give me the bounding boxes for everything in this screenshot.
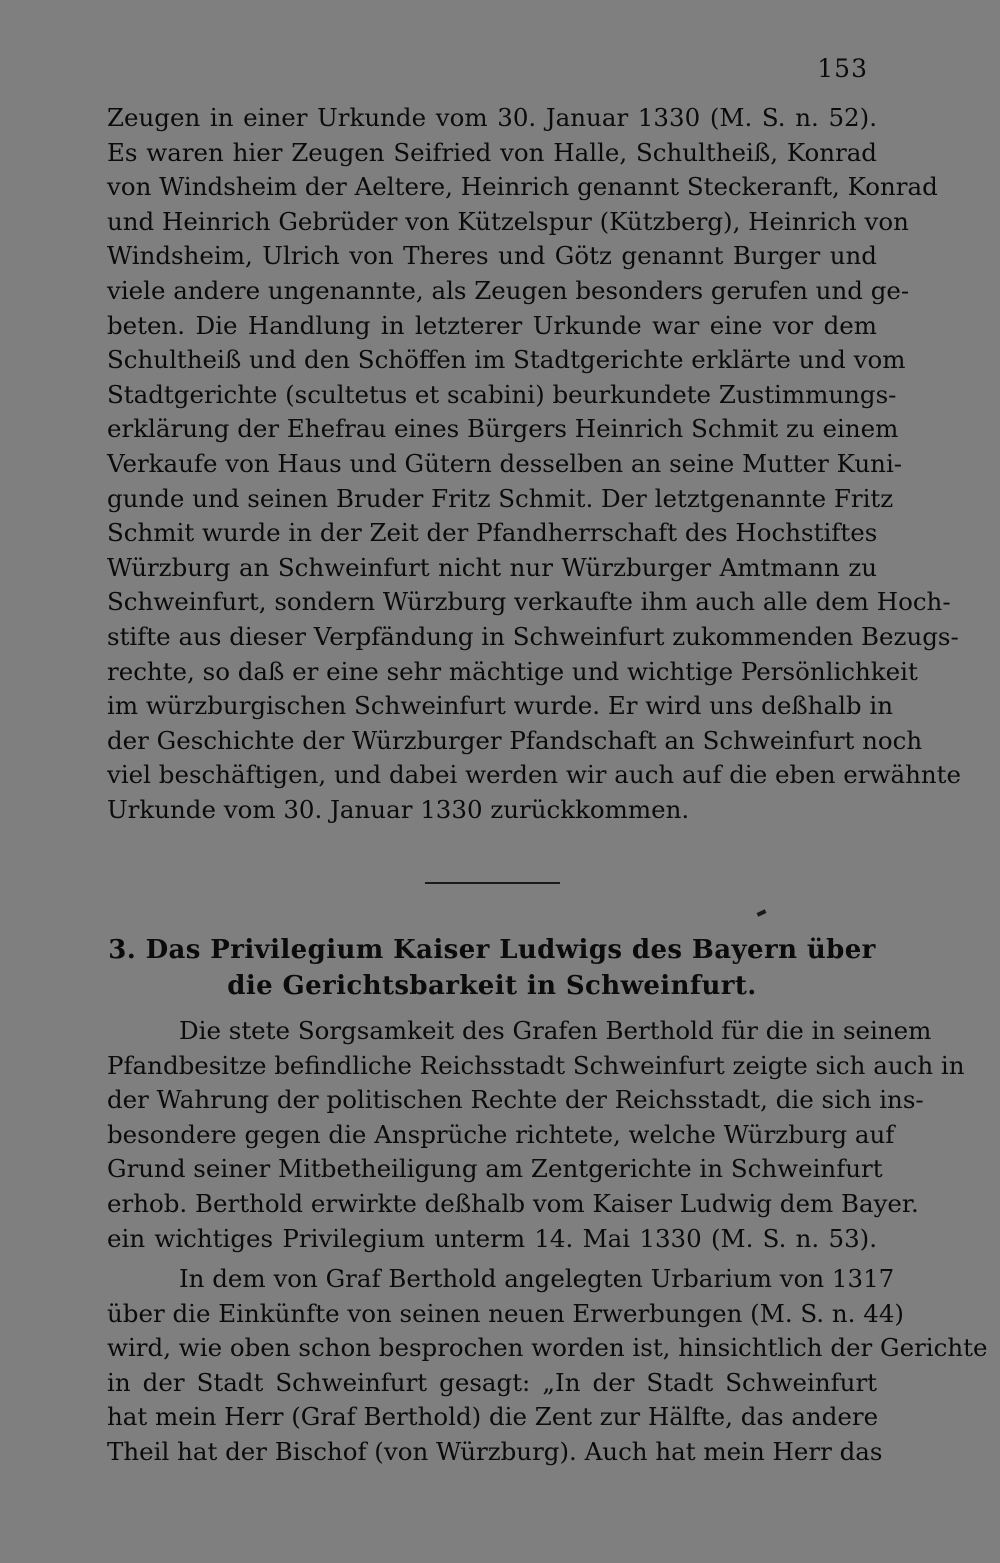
text-line: besondere gegen die Ansprüche richtete, welche Würzburg auf <box>107 1119 895 1149</box>
text-line: viele andere ungenannte, als Zeugen besonders gerufen und ge- <box>107 275 910 305</box>
text-line: beten. Die Handlung in letzterer Urkunde war eine vor dem <box>107 310 877 340</box>
page-number: 153 <box>817 54 868 83</box>
text-line: Würzburg an Schweinfurt nicht nur Würzburger Amtmann zu <box>107 552 877 582</box>
text-line: stifte aus dieser Verpfändung in Schweinfurt zukommenden Bezugs- <box>107 621 959 651</box>
text-line: Schweinfurt, sondern Würzburg verkaufte ihm auch alle dem Hoch- <box>107 587 951 617</box>
text-line: Grund seiner Mitbetheiligung am Zentgerichte in Schweinfurt <box>107 1154 883 1184</box>
text-line: über die Einkünfte von seinen neuen Erwerbungen (M. S. n. 44) <box>107 1298 904 1328</box>
text-line: ein wichtiges Privilegium unterm 14. Mai 1330 (M. S. n. 53). <box>107 1223 877 1253</box>
stray-mark <box>757 909 767 916</box>
heading-line-2: die Gerichtsbarkeit in Schweinfurt. <box>227 971 757 1001</box>
text-line: Schultheiß und den Schöffen im Stadtgerichte erklärte und vom <box>107 345 906 375</box>
section-divider <box>425 882 560 884</box>
text-line: gunde und seinen Bruder Fritz Schmit. Der letztgenannte Fritz <box>107 483 894 513</box>
text-line: Schmit wurde in der Zeit der Pfandherrschaft des Hochstiftes <box>107 518 878 548</box>
text-line: In dem von Graf Berthold angelegten Urbarium von 1317 <box>179 1264 895 1293</box>
text-line: im würzburgischen Schweinfurt wurde. Er wird uns deßhalb in <box>107 691 893 721</box>
text-line: Theil hat der Bischof (von Würzburg). Auch hat mein Herr das <box>107 1436 883 1466</box>
paragraph-3 <box>107 1262 988 1470</box>
text-line: wird, wie oben schon besprochen worden ist, hinsichtlich der Gerichte <box>107 1333 988 1363</box>
text-line: hat mein Herr (Graf Berthold) die Zent zur Hälfte, das andere <box>107 1402 879 1432</box>
text-line: rechte, so daß er eine sehr mächtige und wichtige Persönlichkeit <box>107 656 918 686</box>
text-line: Zeugen in einer Urkunde vom 30. Januar 1330 (M. S. n. 52). <box>107 103 877 132</box>
text-line: von Windsheim der Aeltere, Heinrich genannt Steckeranft, Konrad <box>107 172 938 202</box>
text-line: in der Stadt Schweinfurt gesagt: „In der Stadt Schweinfurt <box>107 1367 877 1397</box>
text-line: Urkunde vom 30. Januar 1330 zurückkommen. <box>107 794 690 824</box>
text-line: erhob. Berthold erwirkte deßhalb vom Kaiser Ludwig dem Bayer. <box>107 1188 919 1218</box>
text-line: der Geschichte der Würzburger Pfandschaft an Schweinfurt noch <box>107 725 923 755</box>
text-line: Verkaufe von Haus und Gütern desselben an seine Mutter Kuni- <box>107 448 903 478</box>
text-line: Windsheim, Ulrich von Theres und Götz genannt Burger und <box>107 241 877 271</box>
text-line: der Wahrung der politischen Rechte der Reichsstadt, die sich ins- <box>107 1085 924 1115</box>
text-line: Pfandbesitze befindliche Reichsstadt Schweinfurt zeigte sich auch in <box>107 1050 965 1080</box>
text-line: Die stete Sorgsamkeit des Grafen Berthold für die in seinem <box>179 1016 932 1045</box>
section-heading <box>107 932 877 1004</box>
text-line: Es waren hier Zeugen Seifried von Halle, Schultheiß, Konrad <box>107 137 877 167</box>
text-line: viel beschäftigen, und dabei werden wir auch auf die eben erwähnte <box>107 760 961 790</box>
text-line: Stadtgerichte (scultetus et scabini) beurkundete Zustimmungs- <box>107 379 897 409</box>
text-line: erklärung der Ehefrau eines Bürgers Heinrich Schmit zu einem <box>107 414 899 444</box>
text-line: und Heinrich Gebrüder von Kützelspur (Kützberg), Heinrich von <box>107 206 909 236</box>
paragraph-2 <box>107 1014 965 1256</box>
paragraph-1 <box>107 101 961 827</box>
heading-line-1: 3. Das Privilegium Kaiser Ludwigs des Bayern über <box>108 935 876 965</box>
